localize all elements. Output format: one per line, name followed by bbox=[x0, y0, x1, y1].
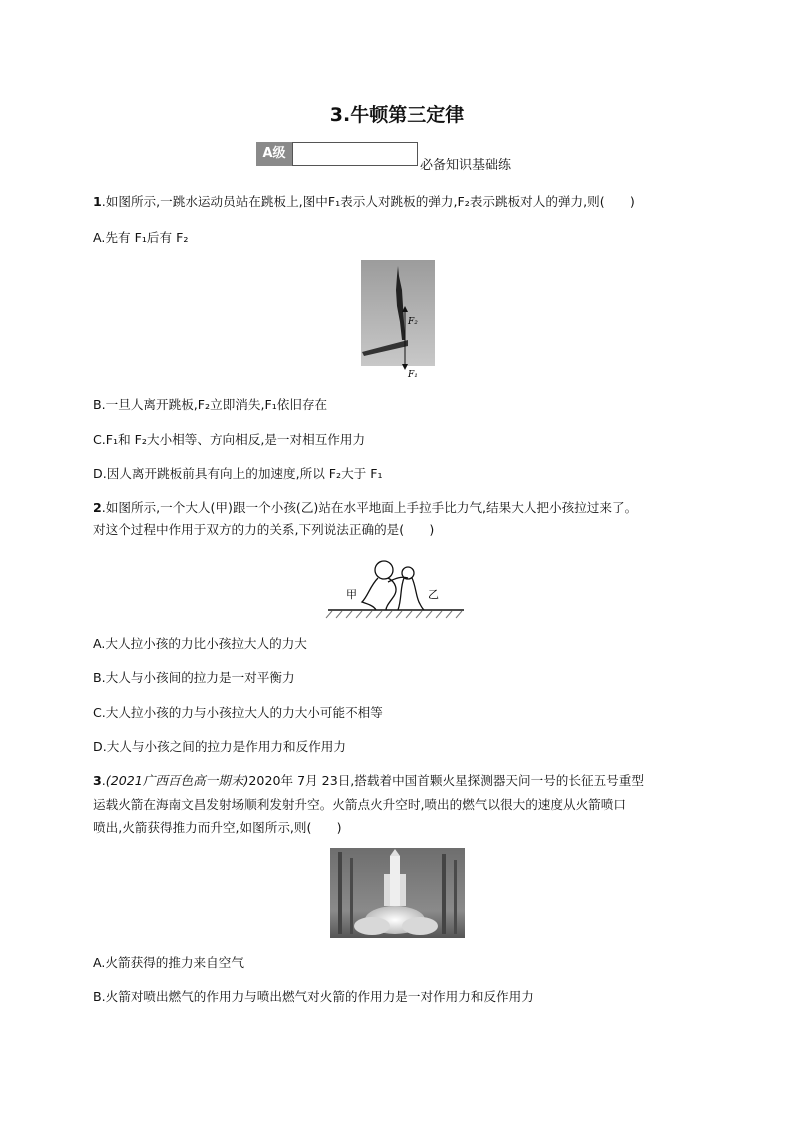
question-number: 1 bbox=[93, 194, 102, 209]
option-c: C.F₁和 F₂大小相等、方向相反,是一对相互作用力 bbox=[93, 432, 366, 447]
option-b: B.火箭对喷出燃气的作用力与喷出燃气对火箭的作用力是一对作用力和反作用力 bbox=[93, 989, 534, 1004]
question-number: 2 bbox=[93, 500, 102, 515]
option-d: D.大人与小孩之间的拉力是作用力和反作用力 bbox=[93, 739, 346, 754]
child-body bbox=[398, 578, 424, 610]
level-blank-box bbox=[292, 142, 418, 166]
rocket bbox=[390, 856, 400, 906]
page-title: 3.牛顿第三定律 bbox=[329, 104, 465, 126]
question-3-stem-line3: 喷出,火箭获得推力而升空,如图所示,则( ) bbox=[93, 820, 342, 835]
option-a: A.先有 F₁后有 F₂ bbox=[93, 230, 189, 245]
diver-figure bbox=[358, 260, 438, 382]
child-head bbox=[402, 567, 414, 579]
label-f1: F₁ bbox=[408, 370, 418, 380]
question-3-stem: 3.(2021广西百色高一期末)2020年 7月 23日,搭载着中国首颗火星探测器天问一号的长征五号重型 bbox=[93, 773, 644, 788]
question-number: 3 bbox=[93, 773, 102, 788]
launch-tower bbox=[338, 852, 342, 934]
option-d: D.因人离开跳板前具有向上的加速度,所以 F₂大于 F₁ bbox=[93, 466, 383, 481]
tug-figure bbox=[324, 556, 474, 624]
level-header bbox=[256, 142, 556, 173]
option-b: B.大人与小孩间的拉力是一对平衡力 bbox=[93, 670, 295, 685]
label-yi: 乙 bbox=[428, 588, 439, 601]
option-b: B.一旦人离开跳板,F₂立即消失,F₁依旧存在 bbox=[93, 397, 328, 412]
question-3-stem-line2: 运载火箭在海南文昌发射场顺利发射升空。火箭点火升空时,喷出的燃气以很大的速度从火箭喷口 bbox=[93, 797, 626, 812]
option-a: A.火箭获得的推力来自空气 bbox=[93, 955, 244, 970]
level-text: 必备知识基础练 bbox=[420, 158, 512, 173]
level-badge: A级 bbox=[256, 142, 292, 166]
question-text: 2020年 7月 23日,搭载着中国首颗火星探测器天问一号的长征五号重型 bbox=[248, 773, 644, 788]
label-jia: 甲 bbox=[346, 588, 357, 601]
question-2-stem bbox=[93, 498, 637, 518]
question-1-stem bbox=[93, 192, 635, 212]
option-c: C.大人拉小孩的力与小孩拉大人的力大小可能不相等 bbox=[93, 705, 383, 720]
adult-head bbox=[375, 561, 393, 579]
question-text: .如图所示,一跳水运动员站在跳板上,图中F₁表示人对跳板的弹力,F₂表示跳板对人的弹力,则( ) bbox=[101, 194, 635, 209]
rocket-launch-photo bbox=[330, 848, 465, 938]
question-source: (2021广西百色高一期末) bbox=[105, 773, 249, 788]
label-f2: F₂ bbox=[408, 317, 418, 327]
launch-tower bbox=[442, 854, 446, 934]
option-a: A.大人拉小孩的力比小孩拉大人的力大 bbox=[93, 636, 307, 651]
question-text: .如图所示,一个大人(甲)跟一个小孩(乙)站在水平地面上手拉手比力气,结果大人把小孩拉过来了。 bbox=[101, 500, 638, 515]
adult-body bbox=[362, 578, 396, 610]
question-2-stem-line2: 对这个过程中作用于双方的力的关系,下列说法正确的是( ) bbox=[93, 522, 435, 537]
